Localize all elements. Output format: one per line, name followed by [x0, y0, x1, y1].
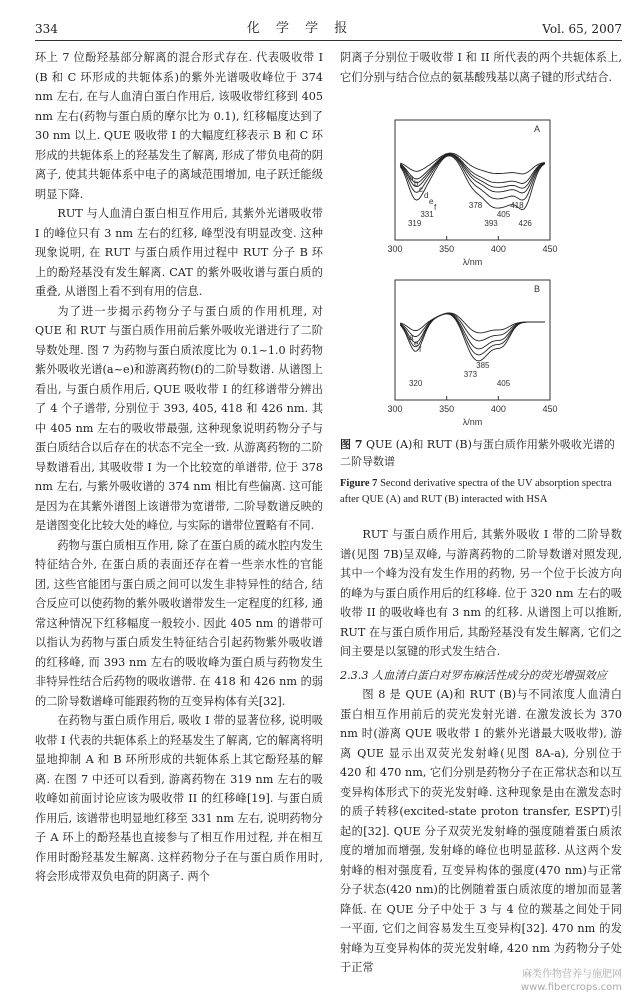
panel-label: B — [533, 284, 540, 294]
series-label: a — [409, 333, 414, 342]
left-column — [35, 48, 323, 887]
figure-caption-cn — [340, 436, 622, 470]
x-tick-label: 450 — [542, 404, 558, 414]
peak-label: 319 — [407, 219, 422, 228]
series-label: f — [434, 203, 437, 212]
peak-label: 405 — [496, 210, 511, 219]
caption-cn-text: QUE (A)和 RUT (B)与蛋白质作用紫外吸收光谱的二阶导数谱 — [340, 438, 615, 468]
peak-label: 418 — [510, 201, 524, 210]
x-tick-label: 400 — [490, 244, 506, 254]
panel-label: A — [533, 124, 540, 134]
page-number: 334 — [35, 22, 58, 36]
x-tick-label: 300 — [387, 244, 403, 254]
rut-paragraph: RUT 与蛋白质作用后, 其紫外吸收 I 带的二阶导数谱(见图 7B)呈双峰, 与游离药物的二阶导数谱对照发现, 其中一个峰为没有发生作用的药物, 另一个位于长波方向的峰为与蛋白质作用后的红移峰. 位于 320 nm 左右的吸收带 II 的吸收峰也有 3 nm 的红移. 从谱图上可以推断, RUT 在与蛋白质作用后, 其酚羟基没有发生解离, 它们之间主要是以氢键的形式发生结合. — [340, 528, 622, 658]
x-axis-label: λ/nm — [462, 417, 483, 427]
peak-label: 378 — [468, 201, 483, 210]
x-tick-label: 350 — [439, 244, 455, 254]
series-label: c — [419, 185, 423, 194]
watermark — [521, 968, 622, 994]
watermark-line2: www.fibercrops.com — [520, 982, 622, 993]
peak-label: 426 — [518, 219, 532, 228]
peak-label: 373 — [463, 370, 478, 379]
peak-label: 320 — [408, 379, 423, 388]
series-label: d — [424, 191, 429, 200]
left-paragraph: RUT 与人血清白蛋白相互作用后, 其紫外光谱吸收带 I 的峰位只有 3 nm 左右的红移, 峰型没有明显改变. 这种现象说明, 在 RUT 与蛋白质作用过程中 RUT 分子 B 环上的酚羟基没有发生解离. CAT 的紫外吸收谱与蛋白质的重叠, 从谱图上看不到有用的信息. — [35, 207, 323, 298]
peak-label: 331 — [420, 210, 434, 219]
right-column-top — [340, 48, 622, 87]
x-tick-label: 400 — [490, 404, 506, 414]
spectrum-curve — [400, 314, 545, 355]
series-label: a — [409, 173, 414, 182]
chart-panel-b — [340, 272, 622, 432]
peak-label: 393 — [484, 219, 498, 228]
watermark-line1: 麻类作物营养与施肥网 — [522, 969, 622, 980]
caption-en-label: Figure 7 — [340, 478, 378, 489]
section-heading: 2.3.3 人血清白蛋白对罗布麻活性成分的荧光增强效应 — [340, 668, 607, 682]
header-rule — [35, 40, 622, 41]
right-top-paragraph: 阴离子分别位于吸收带 I 和 II 所代表的两个共轭体系上, 它们分别与结合位点的氨基酸残基以离子键的形式结合. — [340, 51, 622, 84]
peak-label: 405 — [496, 379, 511, 388]
caption-cn-label: 图 7 — [340, 438, 363, 451]
volume-info: Vol. 65, 2007 — [542, 22, 622, 36]
x-tick-label: 300 — [387, 404, 403, 414]
page-header — [35, 14, 622, 36]
chart-panel-a — [340, 112, 622, 272]
series-label: b — [414, 179, 419, 188]
figure-caption-en — [340, 476, 622, 508]
series-label: e — [414, 339, 419, 348]
left-paragraph: 在药物与蛋白质作用后, 吸收 I 带的显著位移, 说明吸收带 I 代表的共轭体系上的羟基发生了解离, 它的解离将明显地抑制 A 和 B 环所形成的共轭体系上其它酚羟基的解离. 在图 7 中还可以看到, 游离药物在 319 nm 左右的吸收峰如前面讨论应该为吸收带 II 的红移峰[19]. 与蛋白质作用后, 该谱带也明显地红移至 331 nm 左右, 说明药物分子 A 环上的酚羟基也直接参与了相互作用过程, 并在相互作用时酚羟基发生解离. 这样药物分子在与蛋白质作用时, 将会形成带双负电荷的阴离子. 两个 — [35, 714, 323, 883]
x-axis-label: λ/nm — [462, 257, 483, 267]
journal-title: 化 学 学 报 — [246, 21, 354, 36]
figure-7 — [340, 112, 622, 432]
right-column-body — [340, 525, 622, 978]
series-label: f — [419, 345, 422, 354]
left-paragraph: 环上 7 位酚羟基部分解离的混合形式存在. 代表吸收带 I (B 和 C 环形成的共轭体系)的紫外光谱吸收峰位于 374 nm 左右, 在与人血清白蛋白作用后, 该吸收带红移到 405 nm 左右(药物与蛋白质的摩尔比为 0.1), 红移幅度达到了 30 nm 以上. QUE 吸收带 I 的大幅度红移表示 B 和 C 环形成的共轭体系上的羟基发生了解离, 形成了带负电荷的阴离子, 使其共轭体系中电子的离域范围增加, 电子跃迁能级明显下降. — [35, 51, 323, 201]
x-tick-label: 350 — [439, 404, 455, 414]
series-label: e — [429, 197, 434, 206]
peak-label: 385 — [476, 361, 490, 370]
spectrum-curve — [400, 153, 545, 174]
x-tick-label: 450 — [542, 244, 558, 254]
left-paragraph: 药物与蛋白质相互作用, 除了在蛋白质的疏水腔内发生特征结合外, 在蛋白质的表面还存在着一些亲水性的官能团, 这些官能团与蛋白质之间可以发生非特异性的结合, 结合反应可以使药物的紫外吸收谱带发生一定程度的红移, 通常这种情况下红移幅度一般较小. 因此 405 nm 的谱带可以指认为药物与蛋白质发生特征结合引起药物紫外吸收谱的红移峰, 而 393 nm 左右的吸收峰为蛋白质与药物发生非特异性结合后药物的吸收谱带. 在 418 和 426 nm 的弱的二阶导数谱峰可能跟药物的互变异构体有关[32]. — [35, 538, 323, 708]
fluorescence-paragraph: 图 8 是 QUE (A)和 RUT (B)与不同浓度人血清白蛋白相互作用前后的荧光发射光谱. 在激发波长为 370 nm 时(游离 QUE 吸收带 I 的紫外光谱最大吸收带), 游离 QUE 显示出双荧光发射峰(见图 8A-a), 分别位于 420 和 470 nm, 它们分别是药物分子在正常状态和以互变异构体形式下的荧光发射峰. 这种现象是由在激发态时的质子转移(excited-state proton transfer, ESPT)引起的[32]. QUE 分子双荧光发射峰的强度随着蛋白质浓度的增加而增强, 发射峰的峰位也明显蓝移. 从这两个发射峰的相对强度看, 互变异构体的强度(470 nm)与正常分子状态(420 nm)的比例随着蛋白质浓度的增加而显著降低. 在 QUE 分子中处于 3 与 4 位的羰基之间处于同一平面, 它们之间容易发生互变异构[32]. 470 nm 的发射峰为互变异构体的荧光发射峰, 420 nm 为药物分子处于正常 — [340, 688, 622, 974]
caption-en-text: Second derivative spectra of the UV absorption spectra after QUE (A) and RUT (B) interacted with HSA — [340, 478, 612, 505]
left-paragraph: 为了进一步揭示药物分子与蛋白质的作用机理, 对 QUE 和 RUT 与蛋白质作用前后紫外吸收光谱进行了二阶导数处理. 图 7 为药物与蛋白质浓度比为 0.1~1.0 时药物紫外吸收光谱(a~e)和游离药物(f)的二阶导数谱. 从谱图上看出, 与蛋白质作用后, QUE 吸收带 I 的红移谱带分辨出了 4 个子谱带, 分别位于 393, 405, 418 和 426 nm. 其中 405 nm 左右的吸收带最强, 这种现象说明药物分子与蛋白质结合以后存在的状态不完全一致. 从游离药物的二阶导数谱看出, 其吸收带 I 为一个比较宽的单谱带, 位于 378 nm 左右, 与紫外吸收谱的 374 nm 相比有些偏离. 这可能是因为在其紫外谱图上该谱带为宽谱带, 二阶导数谱反映的是谱图变化比较大处的峰位, 与实际的谱带位置略有不同. — [35, 304, 323, 532]
